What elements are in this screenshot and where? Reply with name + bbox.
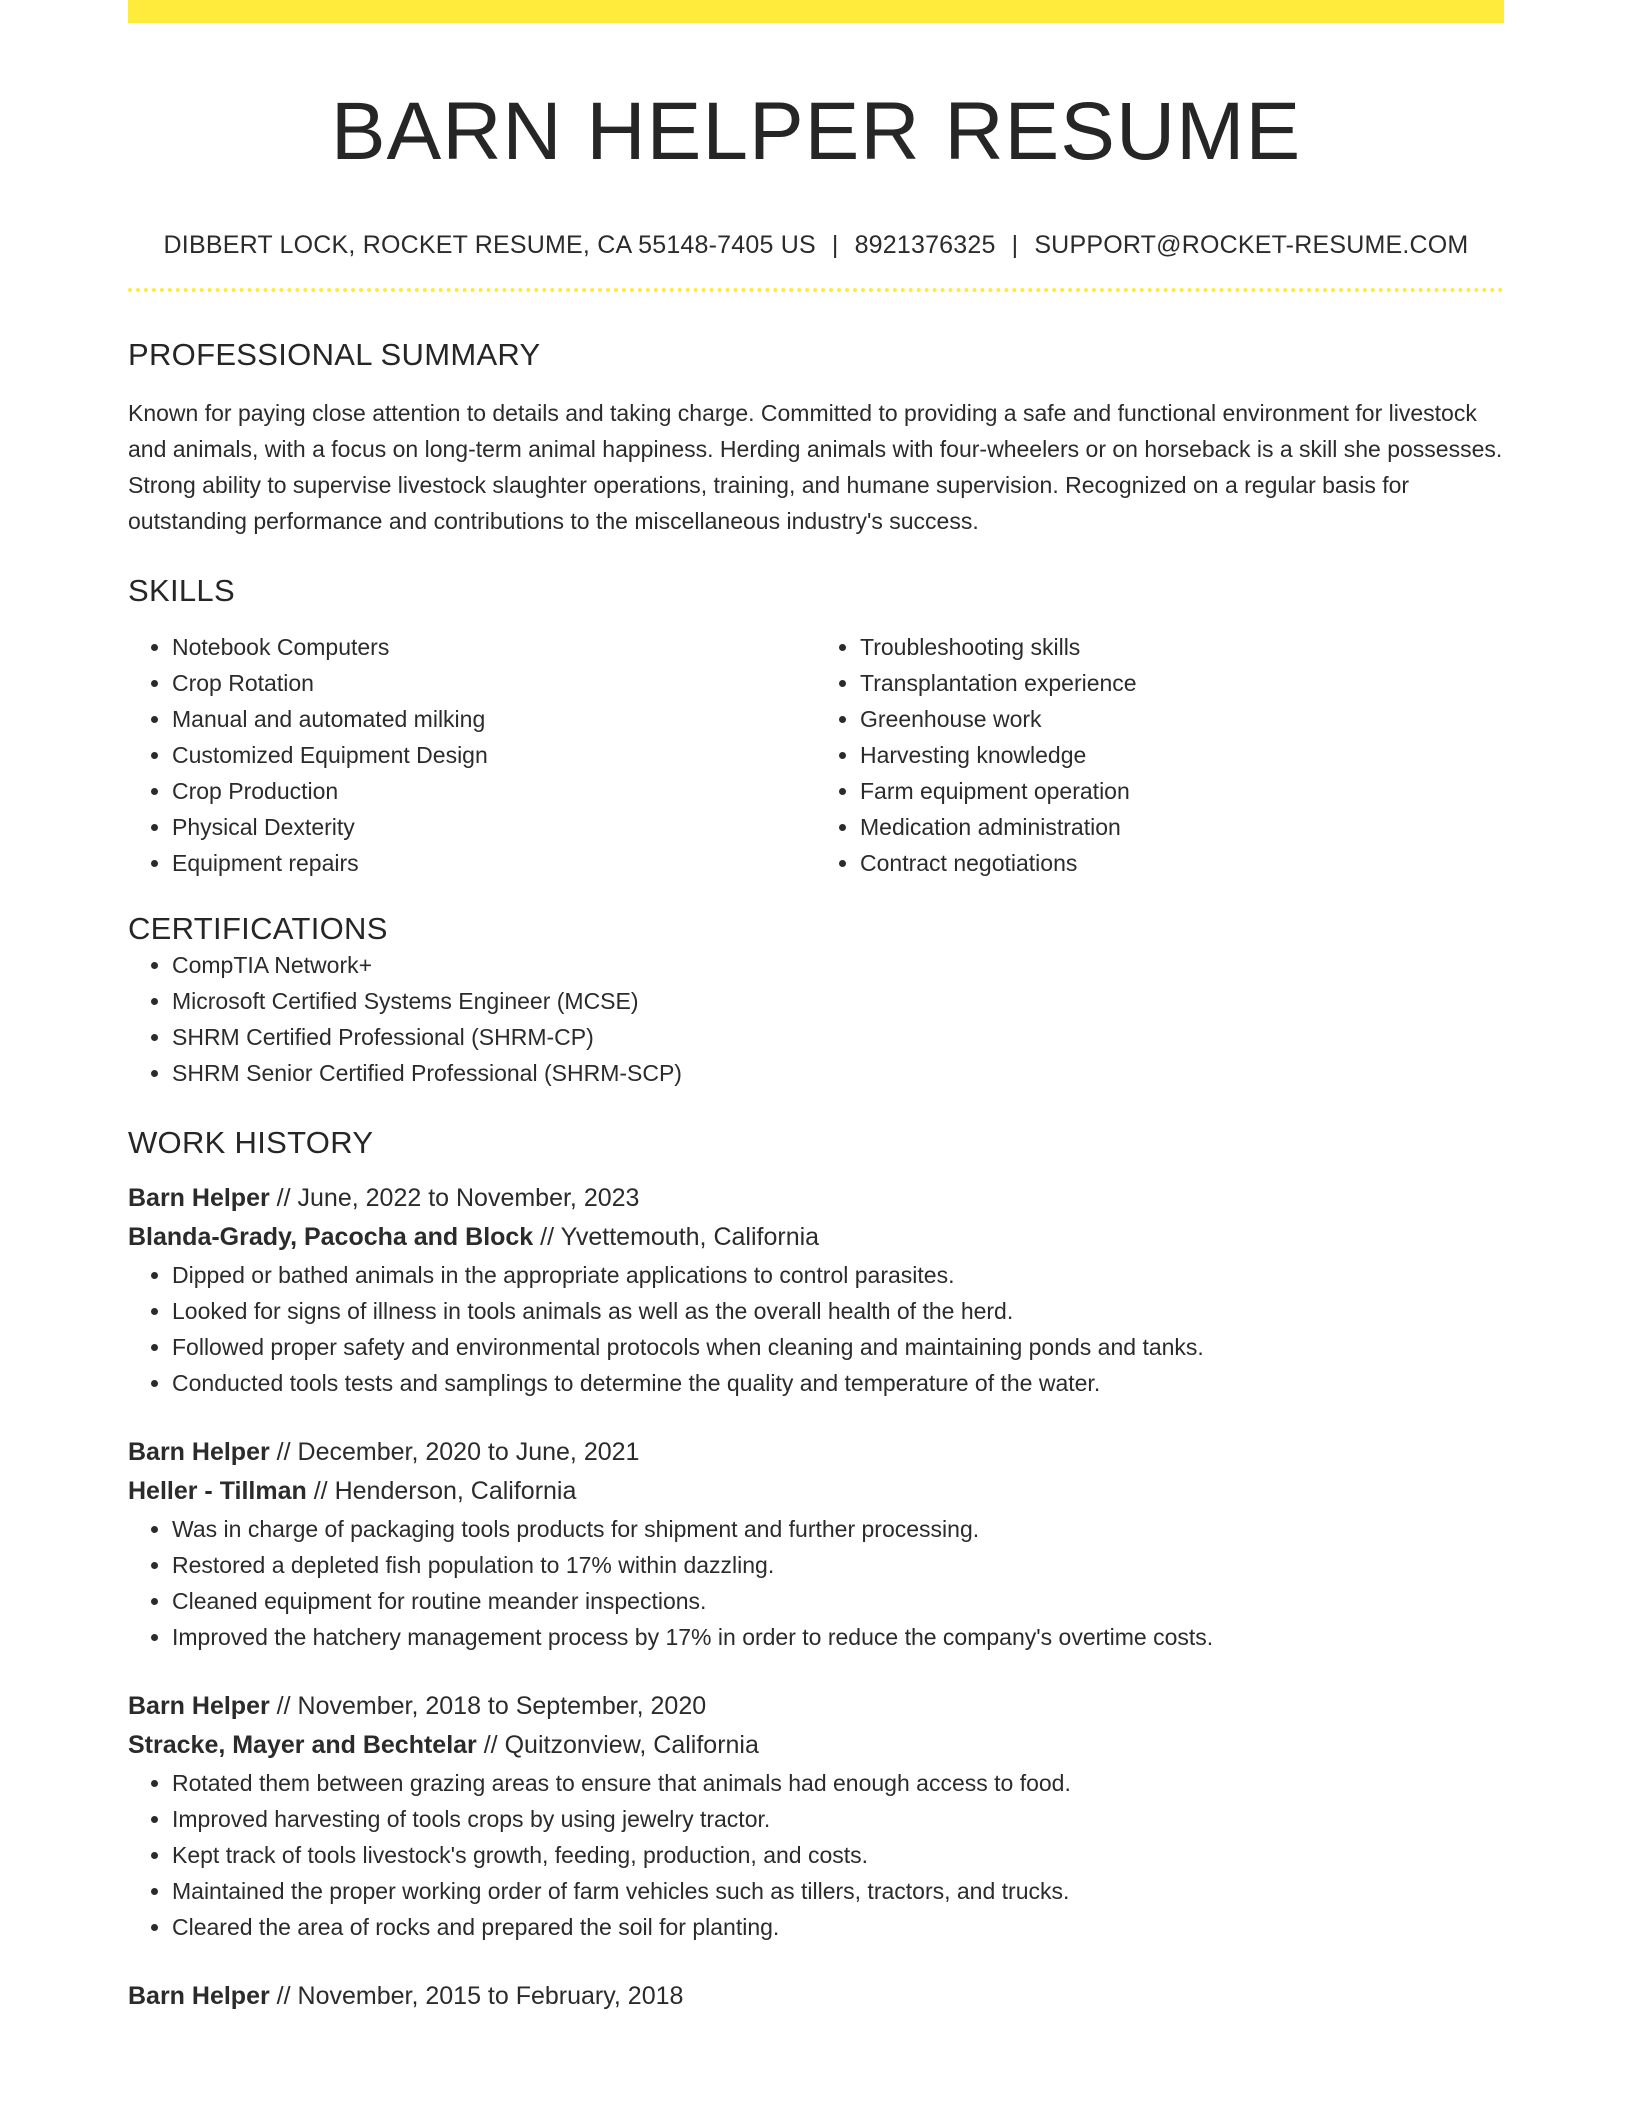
contact-address: DIBBERT LOCK, ROCKET RESUME, CA 55148-7405 US xyxy=(163,231,816,260)
skills-list-left xyxy=(128,629,816,881)
dotted-divider xyxy=(128,288,1504,292)
skill-item: • Contract negotiations xyxy=(860,845,1504,881)
job-dates: November, 2015 to February, 2018 xyxy=(297,1982,684,2011)
job-duty: • Improved harvesting of tools crops by using jewelry tractor. xyxy=(172,1801,1504,1837)
job-duty: • Kept track of tools livestock's growth, feeding, production, and costs. xyxy=(172,1837,1504,1873)
job-duties-list xyxy=(128,1257,1504,1401)
job-company-line xyxy=(128,1472,1504,1511)
skill-item: • Notebook Computers xyxy=(172,629,816,665)
certification-item: • Microsoft Certified Systems Engineer (MCSE) xyxy=(172,983,1504,1019)
job-title: Barn Helper xyxy=(128,1692,270,1721)
job-separator: // xyxy=(276,1982,291,2011)
job-title-line xyxy=(128,1687,1504,1726)
skill-item: • Farm equipment operation xyxy=(860,773,1504,809)
job-company: Stracke, Mayer and Bechtelar xyxy=(128,1731,477,1760)
summary-text: Known for paying close attention to details and taking charge. Committed to providing a safe and functional environment for livestock and animals, with a focus on long-term animal happiness. Herding animals with four-wheelers or on horseback is a skill she possesses. Strong ability to supervise livestock slaughter operations, training, and humane supervision. Recognized on a regular basis for outstanding performance and contributions to the miscellaneous industry's success. xyxy=(128,400,1503,535)
job-separator: // xyxy=(276,1692,291,1721)
contact-phone: 8921376325 xyxy=(854,231,996,260)
job-location: Yvettemouth, California xyxy=(560,1223,820,1252)
job-entry xyxy=(128,1977,1504,2016)
job-title-line xyxy=(128,1179,1504,1218)
job-dates: December, 2020 to June, 2021 xyxy=(297,1438,640,1467)
job-title-line xyxy=(128,1433,1504,1472)
certification-item: • SHRM Senior Certified Professional (SHRM-SCP) xyxy=(172,1055,1504,1091)
skill-item: • Troubleshooting skills xyxy=(860,629,1504,665)
skill-item: • Manual and automated milking xyxy=(172,701,816,737)
job-separator: // xyxy=(276,1438,291,1467)
job-duty: • Conducted tools tests and samplings to determine the quality and temperature of the water. xyxy=(172,1365,1504,1401)
resume-page xyxy=(128,0,1504,2016)
job-duty: • Followed proper safety and environmental protocols when cleaning and maintaining ponds and tanks. xyxy=(172,1329,1504,1365)
job-dates: June, 2022 to November, 2023 xyxy=(297,1184,640,1213)
job-duties-list xyxy=(128,1765,1504,1945)
certification-item: • CompTIA Network+ xyxy=(172,947,1504,983)
summary-heading: PROFESSIONAL SUMMARY xyxy=(128,337,541,373)
contact-line xyxy=(128,231,1504,260)
job-title: Barn Helper xyxy=(128,1438,270,1467)
skills-columns xyxy=(128,629,1504,881)
certifications-list xyxy=(128,947,1504,1091)
skill-item: • Physical Dexterity xyxy=(172,809,816,845)
job-separator: // xyxy=(313,1477,328,1506)
job-title: Barn Helper xyxy=(128,1184,270,1213)
job-separator: // xyxy=(276,1184,291,1213)
job-company-line xyxy=(128,1218,1504,1257)
skill-item: • Equipment repairs xyxy=(172,845,816,881)
contact-separator: | xyxy=(1011,231,1019,260)
job-duty: • Was in charge of packaging tools products for shipment and further processing. xyxy=(172,1511,1504,1547)
job-duty: • Improved the hatchery management process by 17% in order to reduce the company's overtime costs. xyxy=(172,1619,1504,1655)
job-company: Heller - Tillman xyxy=(128,1477,307,1506)
job-duty: • Cleaned equipment for routine meander inspections. xyxy=(172,1583,1504,1619)
job-duty: • Rotated them between grazing areas to ensure that animals had enough access to food. xyxy=(172,1765,1504,1801)
accent-top-bar xyxy=(128,0,1504,23)
job-separator: // xyxy=(483,1731,498,1760)
contact-separator: | xyxy=(831,231,839,260)
skill-item: • Transplantation experience xyxy=(860,665,1504,701)
job-title: Barn Helper xyxy=(128,1982,270,2011)
job-separator: // xyxy=(540,1223,555,1252)
job-location: Quitzonview, California xyxy=(504,1731,759,1760)
job-title-line xyxy=(128,1977,1504,2016)
job-entry xyxy=(128,1687,1504,1945)
skill-item: • Crop Rotation xyxy=(172,665,816,701)
skill-item: • Harvesting knowledge xyxy=(860,737,1504,773)
certification-item: • SHRM Certified Professional (SHRM-CP) xyxy=(172,1019,1504,1055)
skill-item: • Medication administration xyxy=(860,809,1504,845)
job-entry xyxy=(128,1433,1504,1655)
resume-title: BARN HELPER RESUME xyxy=(330,86,1302,177)
contact-email: SUPPORT@ROCKET-RESUME.COM xyxy=(1034,231,1469,260)
job-company: Blanda-Grady, Pacocha and Block xyxy=(128,1223,534,1252)
job-duty: • Looked for signs of illness in tools animals as well as the overall health of the herd. xyxy=(172,1293,1504,1329)
skill-item: • Crop Production xyxy=(172,773,816,809)
job-location: Henderson, California xyxy=(334,1477,577,1506)
job-dates: November, 2018 to September, 2020 xyxy=(297,1692,707,1721)
job-entry xyxy=(128,1179,1504,1401)
job-duty: • Dipped or bathed animals in the appropriate applications to control parasites. xyxy=(172,1257,1504,1293)
job-duty: • Cleared the area of rocks and prepared the soil for planting. xyxy=(172,1909,1504,1945)
certifications-heading: CERTIFICATIONS xyxy=(128,911,388,947)
job-duty: • Maintained the proper working order of farm vehicles such as tillers, tractors, and trucks. xyxy=(172,1873,1504,1909)
skills-list-right xyxy=(816,629,1504,881)
skill-item: • Customized Equipment Design xyxy=(172,737,816,773)
job-duties-list xyxy=(128,1511,1504,1655)
job-company-line xyxy=(128,1726,1504,1765)
skills-heading: SKILLS xyxy=(128,573,235,609)
job-duty: • Restored a depleted fish population to 17% within dazzling. xyxy=(172,1547,1504,1583)
work-history-heading: WORK HISTORY xyxy=(128,1125,374,1161)
skill-item: • Greenhouse work xyxy=(860,701,1504,737)
